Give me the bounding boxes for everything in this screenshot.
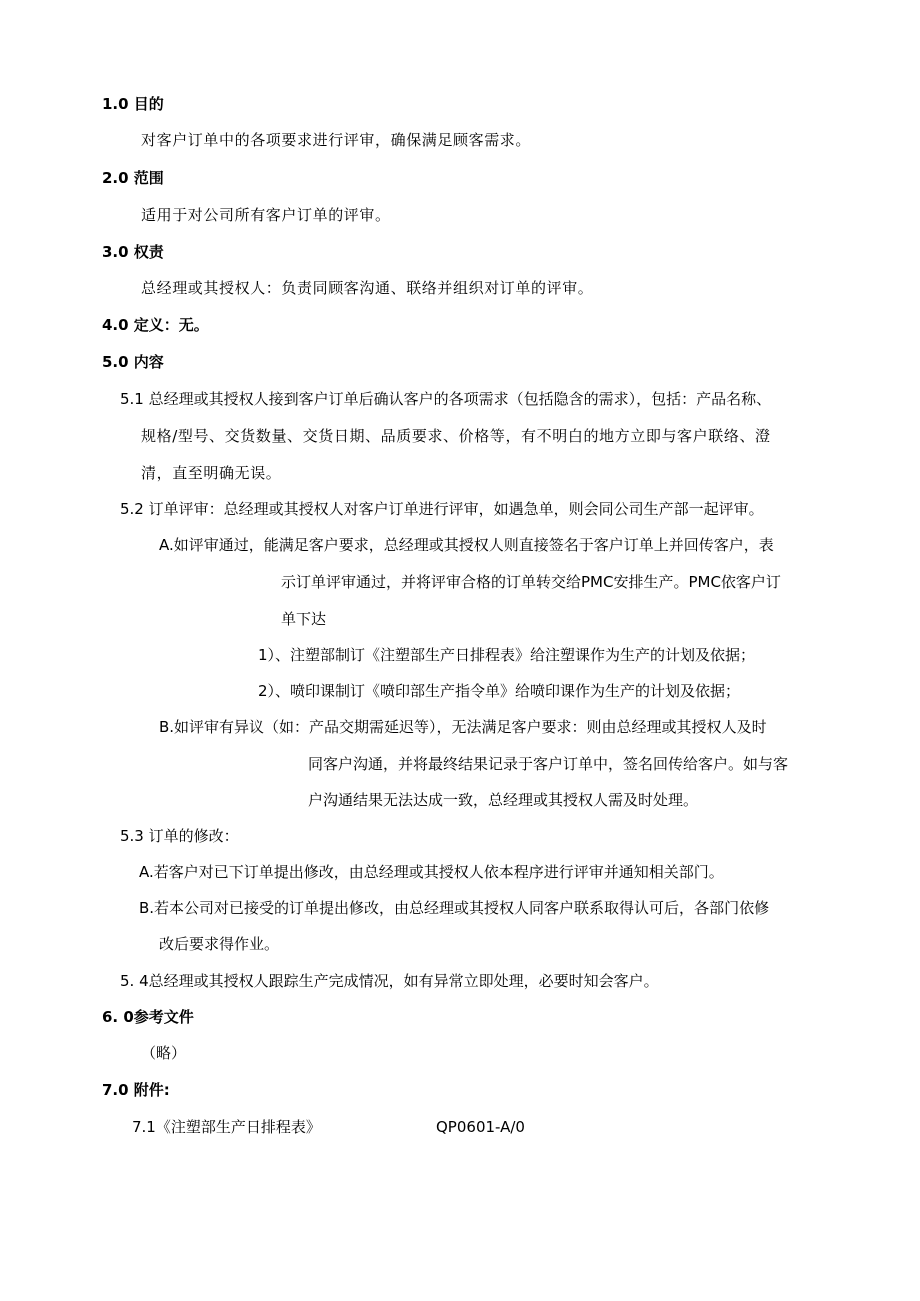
para-5-2-b-line-2: 同客户沟通，并将最终结果记录于客户订单中，签名回传给客户。如与客 [308,755,789,773]
para-5-1-line-1: 5.1 总经理或其授权人接到客户订单后确认客户的各项需求（包括隐含的需求），包括：产品名称、 [120,390,772,408]
section-4-heading: 4.0 定义：无。 [102,316,209,334]
para-5-2-b-line-1: B.如评审有异议（如：产品交期需延迟等），无法满足客户要求：则由总经理或其授权人及时 [159,718,767,736]
section-3-heading: 3.0 权责 [102,243,164,261]
para-5-1-line-2: 规格/型号、交货数量、交货日期、品质要求、价格等，有不明白的地方立即与客户联络、澄 [141,427,771,445]
section-6-body: （略） [141,1044,187,1062]
para-5-3-a-line-1: A.若客户对已下订单提出修改，由总经理或其授权人依本程序进行评审并通知相关部门。 [139,863,724,881]
para-5-2-a-line-1: A.如评审通过，能满足客户要求，总经理或其授权人则直接签名于客户订单上并回传客户，表 [159,536,774,554]
para-5-3-b-line-2: 改后要求得作业。 [159,935,280,953]
para-5-2-item-1: 1）、注塑部制订《注塑部生产日排程表》给注塑课作为生产的计划及依据； [258,646,756,664]
section-3-body: 总经理或其授权人：负责同顾客沟通、联络并组织对订单的评审。 [141,279,594,297]
section-5-heading: 5.0 内容 [102,353,164,371]
para-5-4: 5. 4总经理或其授权人跟踪生产完成情况，如有异常立即处理，必要时知会客户。 [120,972,659,990]
para-5-3-line-1: 5.3 订单的修改： [120,827,239,845]
para-5-1-line-3: 清，直至明确无误。 [141,464,282,482]
para-5-2-b-line-3: 户沟通结果无法达成一致，总经理或其授权人需及时处理。 [308,791,699,809]
section-1-body: 对客户订单中的各项要求进行评审，确保满足顾客需求。 [141,131,532,149]
para-5-3-b-line-1: B.若本公司对已接受的订单提出修改，由总经理或其授权人同客户联系取得认可后，各部门依修 [139,899,770,917]
section-2-body: 适用于对公司所有客户订单的评审。 [141,206,391,224]
attachment-item-code: QP0601-A/0 [436,1118,525,1136]
section-6-heading: 6. 0参考文件 [102,1008,194,1026]
attachment-item-name: 7.1《注塑部生产日排程表》 [132,1118,321,1136]
section-1-heading: 1.0 目的 [102,95,164,113]
section-7-heading: 7.0 附件: [102,1081,170,1099]
para-5-2-a-line-2: 示订单评审通过，并将评审合格的订单转交给PMC安排生产。PMC依客户订 [281,573,781,591]
para-5-2-line-1: 5.2 订单评审：总经理或其授权人对客户订单进行评审，如遇急单，则会同公司生产部一起评审。 [120,500,764,518]
para-5-2-a-line-3: 单下达 [281,610,327,628]
para-5-2-item-2: 2）、喷印课制订《喷印部生产指令单》给喷印课作为生产的计划及依据； [258,682,741,700]
section-2-heading: 2.0 范围 [102,169,164,187]
